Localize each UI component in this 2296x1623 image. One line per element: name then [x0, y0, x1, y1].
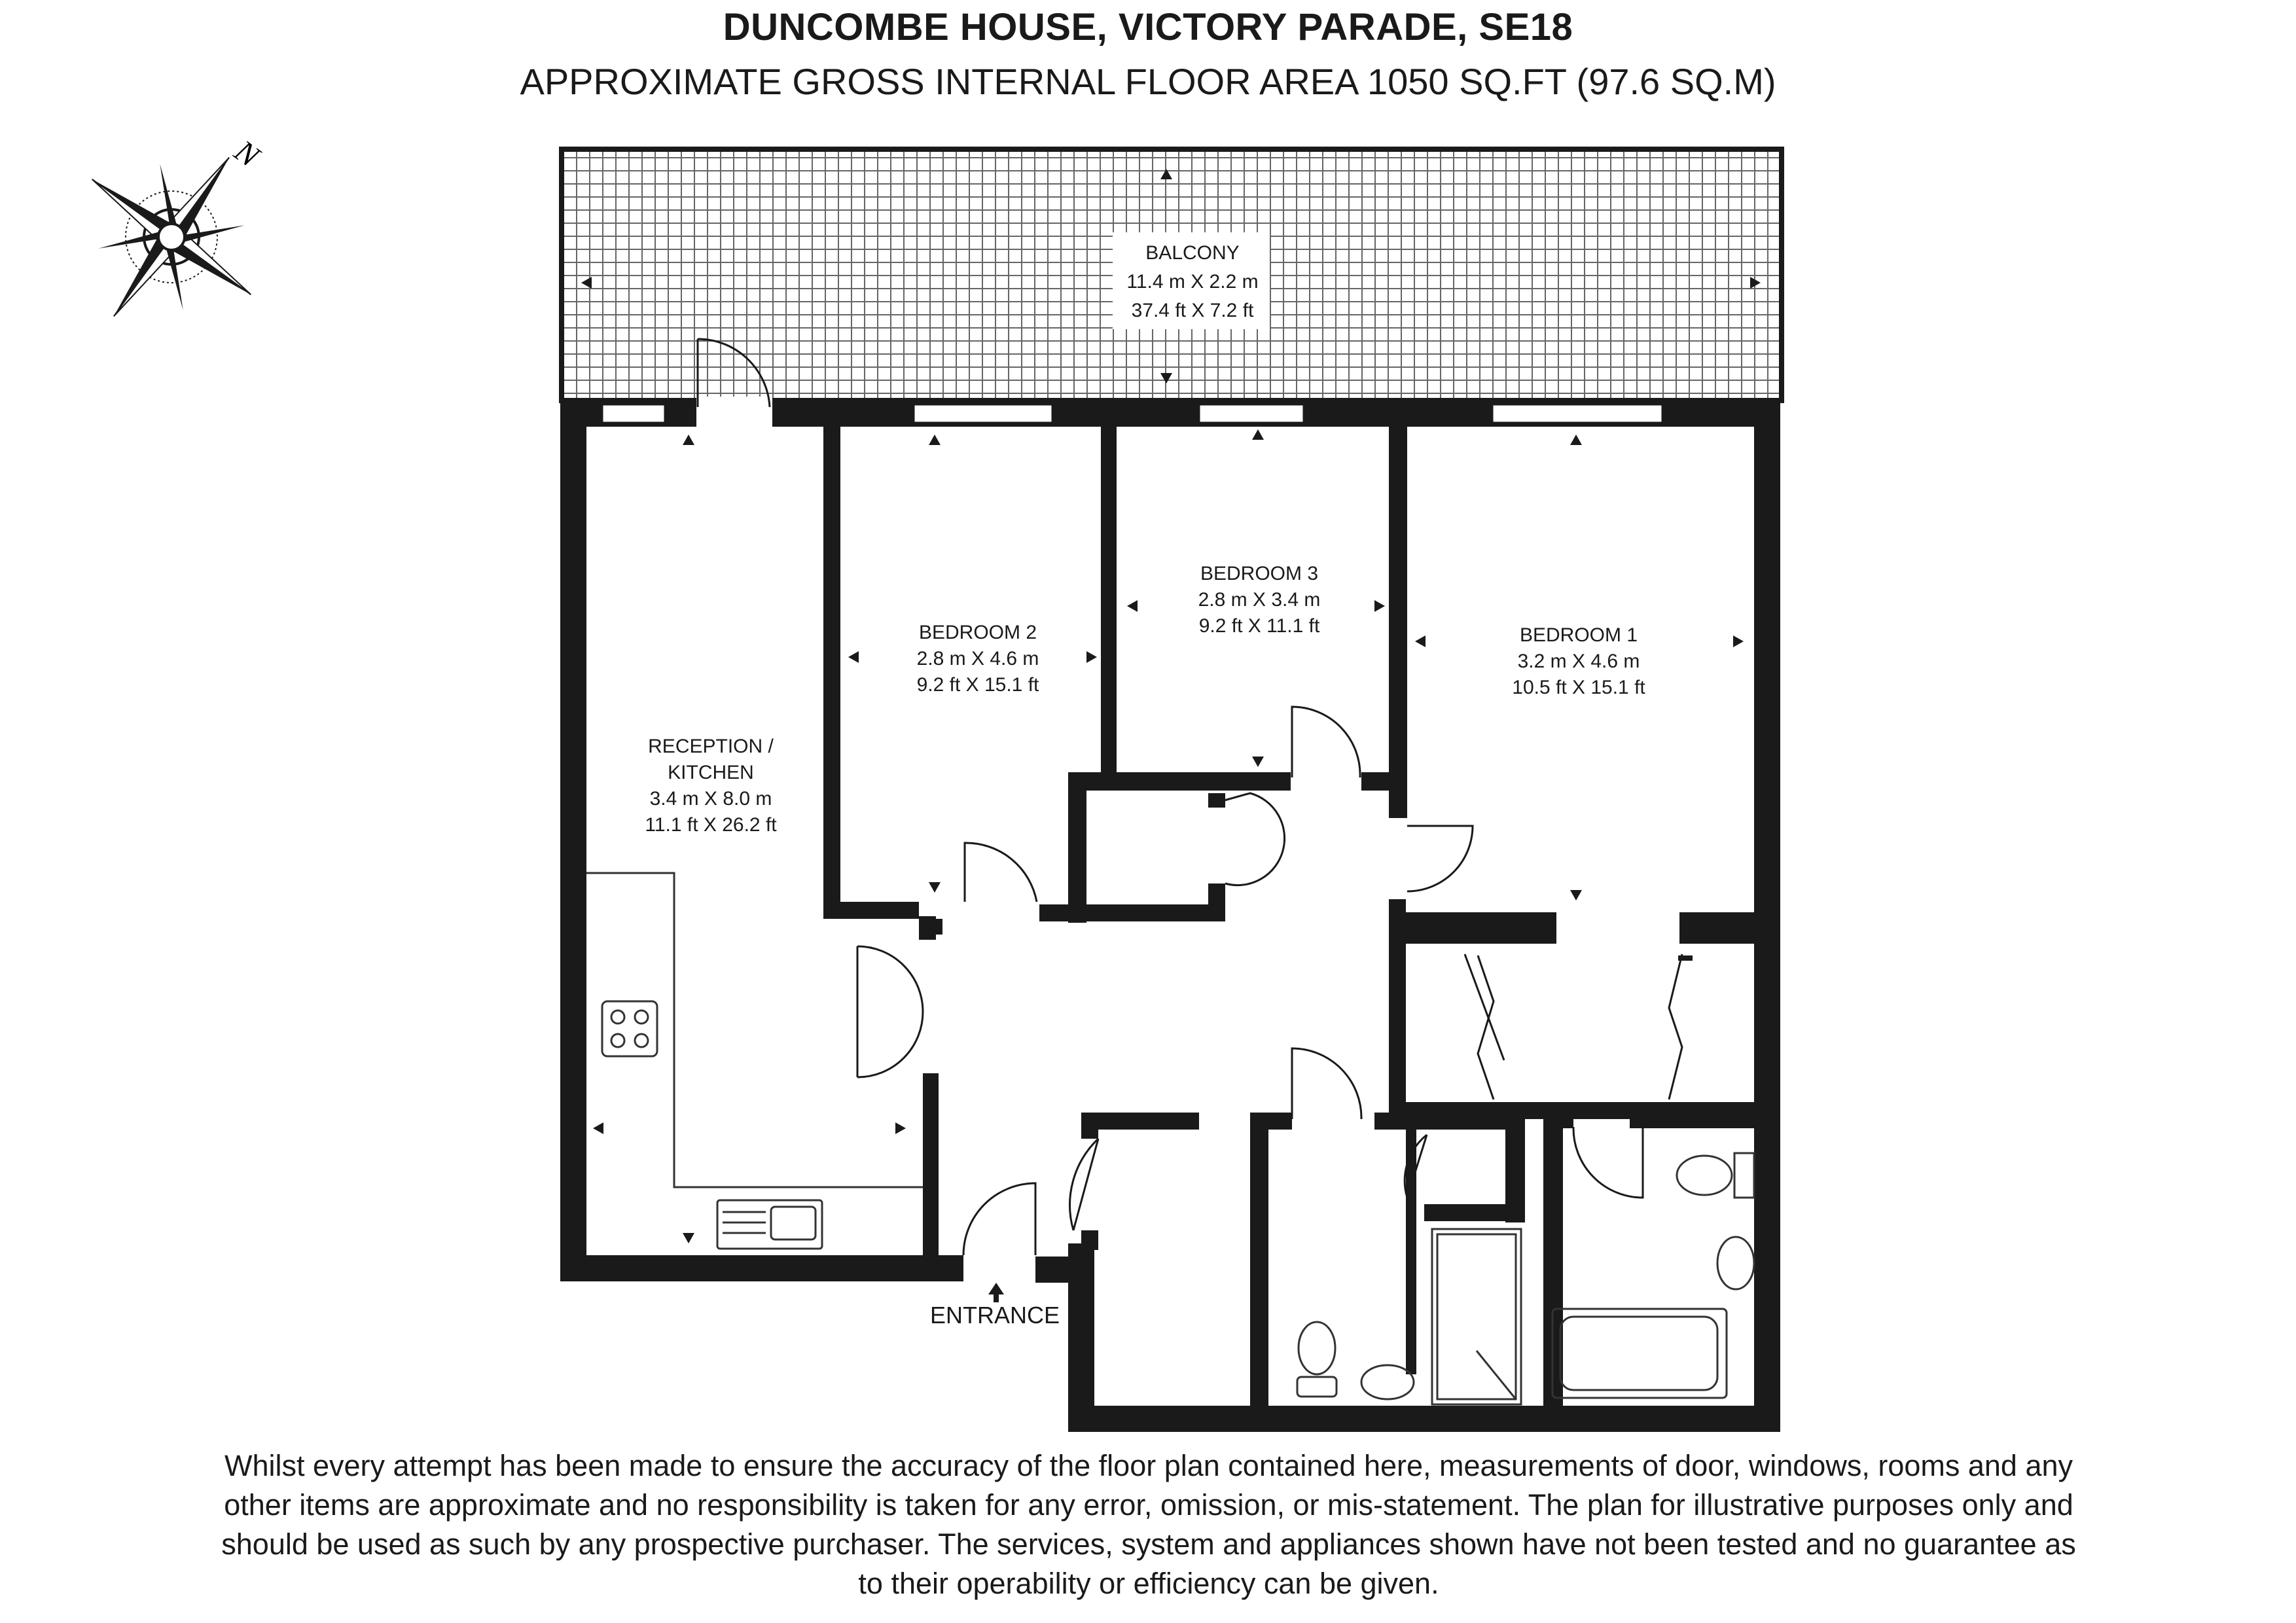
wall-bedroom2-west: [823, 419, 840, 916]
entrance-label: ENTRANCE: [929, 1302, 1060, 1329]
bathroom-door[interactable]: [1292, 1048, 1361, 1119]
toilet-icon: [1299, 1322, 1335, 1374]
room-label-reception-kitchen: [645, 736, 777, 836]
wall-stub: [919, 919, 942, 935]
window: [1492, 404, 1662, 423]
wall-bedroom3-south: [1068, 772, 1291, 791]
wall-closet-stub: [1208, 883, 1225, 921]
wall-bedroom2-south: [823, 902, 919, 919]
svg-text:11.1 ft X 26.2 ft: 11.1 ft X 26.2 ft: [645, 814, 777, 836]
wall-stub: [1543, 1113, 1573, 1128]
svg-text:9.2 ft X 15.1 ft: 9.2 ft X 15.1 ft: [916, 674, 1039, 696]
wall-ensuite-north: [1630, 1113, 1761, 1128]
svg-text:BEDROOM 1: BEDROOM 1: [1519, 624, 1638, 646]
shower-tray-icon: [1432, 1229, 1521, 1404]
wall-south-reception: [560, 1255, 963, 1281]
svg-text:RECEPTION /: RECEPTION /: [648, 736, 774, 757]
svg-text:2.8 m X 4.6 m: 2.8 m X 4.6 m: [916, 648, 1039, 669]
disclaimer-line: should be used as such by any prospective purchaser. The services, system and appliances shown have not been tested and no guarantee as: [221, 1527, 2076, 1561]
wall-west: [560, 401, 586, 1281]
wall-bedroom1-west: [1389, 419, 1407, 818]
svg-text:9.2 ft X 11.1 ft: 9.2 ft X 11.1 ft: [1198, 615, 1320, 637]
entrance-arrow-icon: [988, 1283, 1004, 1302]
room-label-balcony: [1126, 242, 1258, 321]
svg-text:KITCHEN: KITCHEN: [668, 762, 754, 783]
room-label-bedroom-3: [1198, 563, 1321, 637]
bedroom1-door[interactable]: [1407, 826, 1473, 891]
basin-icon: [1361, 1365, 1414, 1399]
svg-text:3.2 m X 4.6 m: 3.2 m X 4.6 m: [1517, 651, 1640, 672]
bedroom2-door[interactable]: [965, 843, 1037, 902]
compass-north-label: N: [228, 134, 266, 174]
wall-bedroom2-east: [1101, 419, 1117, 785]
bathtub-icon: [1552, 1309, 1727, 1398]
closet-door[interactable]: [1217, 793, 1285, 885]
svg-text:BEDROOM 3: BEDROOM 3: [1200, 563, 1319, 584]
svg-text:37.4 ft X 7.2 ft: 37.4 ft X 7.2 ft: [1131, 300, 1254, 321]
wall-wc-south: [1424, 1204, 1525, 1221]
compass-rose-icon: [34, 99, 308, 374]
wall-stub: [1081, 1230, 1098, 1250]
page-title: DUNCOMBE HOUSE, VICTORY PARADE, SE18: [723, 6, 1573, 48]
wall-bedroom3-south-right: [1361, 772, 1407, 791]
window: [914, 404, 1052, 423]
balcony-door-opening: [696, 397, 772, 431]
reception-double-door[interactable]: [857, 946, 923, 1077]
wall-bath2-north-right: [1374, 1113, 1525, 1130]
entrance-door[interactable]: [963, 1183, 1035, 1255]
toilet-icon: [1677, 1156, 1732, 1195]
basin-icon: [1717, 1237, 1754, 1289]
svg-text:BEDROOM 2: BEDROOM 2: [918, 622, 1037, 643]
wall-south: [1068, 1406, 1780, 1432]
wall-bedroom1-south-left: [1389, 912, 1556, 944]
svg-text:10.5 ft X 15.1 ft: 10.5 ft X 15.1 ft: [1512, 677, 1645, 698]
wall-bath2-north: [1250, 1113, 1292, 1130]
disclaimer-line: Whilst every attempt has been made to ensure the accuracy of the floor plan contained here, measurements of door, windows, rooms and any: [224, 1449, 2073, 1482]
wardrobe-door-right[interactable]: [1669, 954, 1682, 1099]
disclaimer-line: other items are approximate and no responsibility is taken for any error, omission, or mis-statement. The plan for illustrative purposes only and: [224, 1488, 2073, 1522]
window: [602, 404, 665, 423]
bedroom3-door[interactable]: [1292, 707, 1360, 777]
wall-south-step: [1068, 1243, 1094, 1432]
floor-area-subtitle: APPROXIMATE GROSS INTERNAL FLOOR AREA 1050 SQ.FT (97.6 SQ.M): [520, 61, 1776, 102]
room-label-bedroom-1: [1512, 624, 1645, 698]
wall-closet-west: [1068, 772, 1086, 923]
wall-reception-east: [923, 1073, 939, 1270]
wall-bath2-west: [1250, 1113, 1268, 1420]
svg-text:BALCONY: BALCONY: [1145, 242, 1240, 264]
svg-text:11.4 m X 2.2 m: 11.4 m X 2.2 m: [1126, 271, 1259, 293]
store-door[interactable]: [1070, 1139, 1098, 1230]
svg-text:3.4 m X 8.0 m: 3.4 m X 8.0 m: [649, 788, 772, 810]
ensuite-door[interactable]: [1573, 1127, 1643, 1198]
svg-text:2.8 m X 3.4 m: 2.8 m X 3.4 m: [1198, 589, 1321, 611]
wardrobe-door-left[interactable]: [1465, 954, 1504, 1099]
window: [1199, 404, 1304, 423]
hob-icon: [602, 1001, 657, 1056]
disclaimer-line: to their operability or efficiency can be given.: [858, 1567, 1439, 1600]
kitchen-counter: [586, 873, 923, 1187]
disclaimer: [151, 1446, 2147, 1603]
wall-closet-south: [1039, 904, 1223, 921]
wall-store-north: [1081, 1113, 1199, 1130]
room-label-bedroom-2: [917, 622, 1039, 696]
wall-bedroom1-south-right: [1679, 912, 1758, 944]
